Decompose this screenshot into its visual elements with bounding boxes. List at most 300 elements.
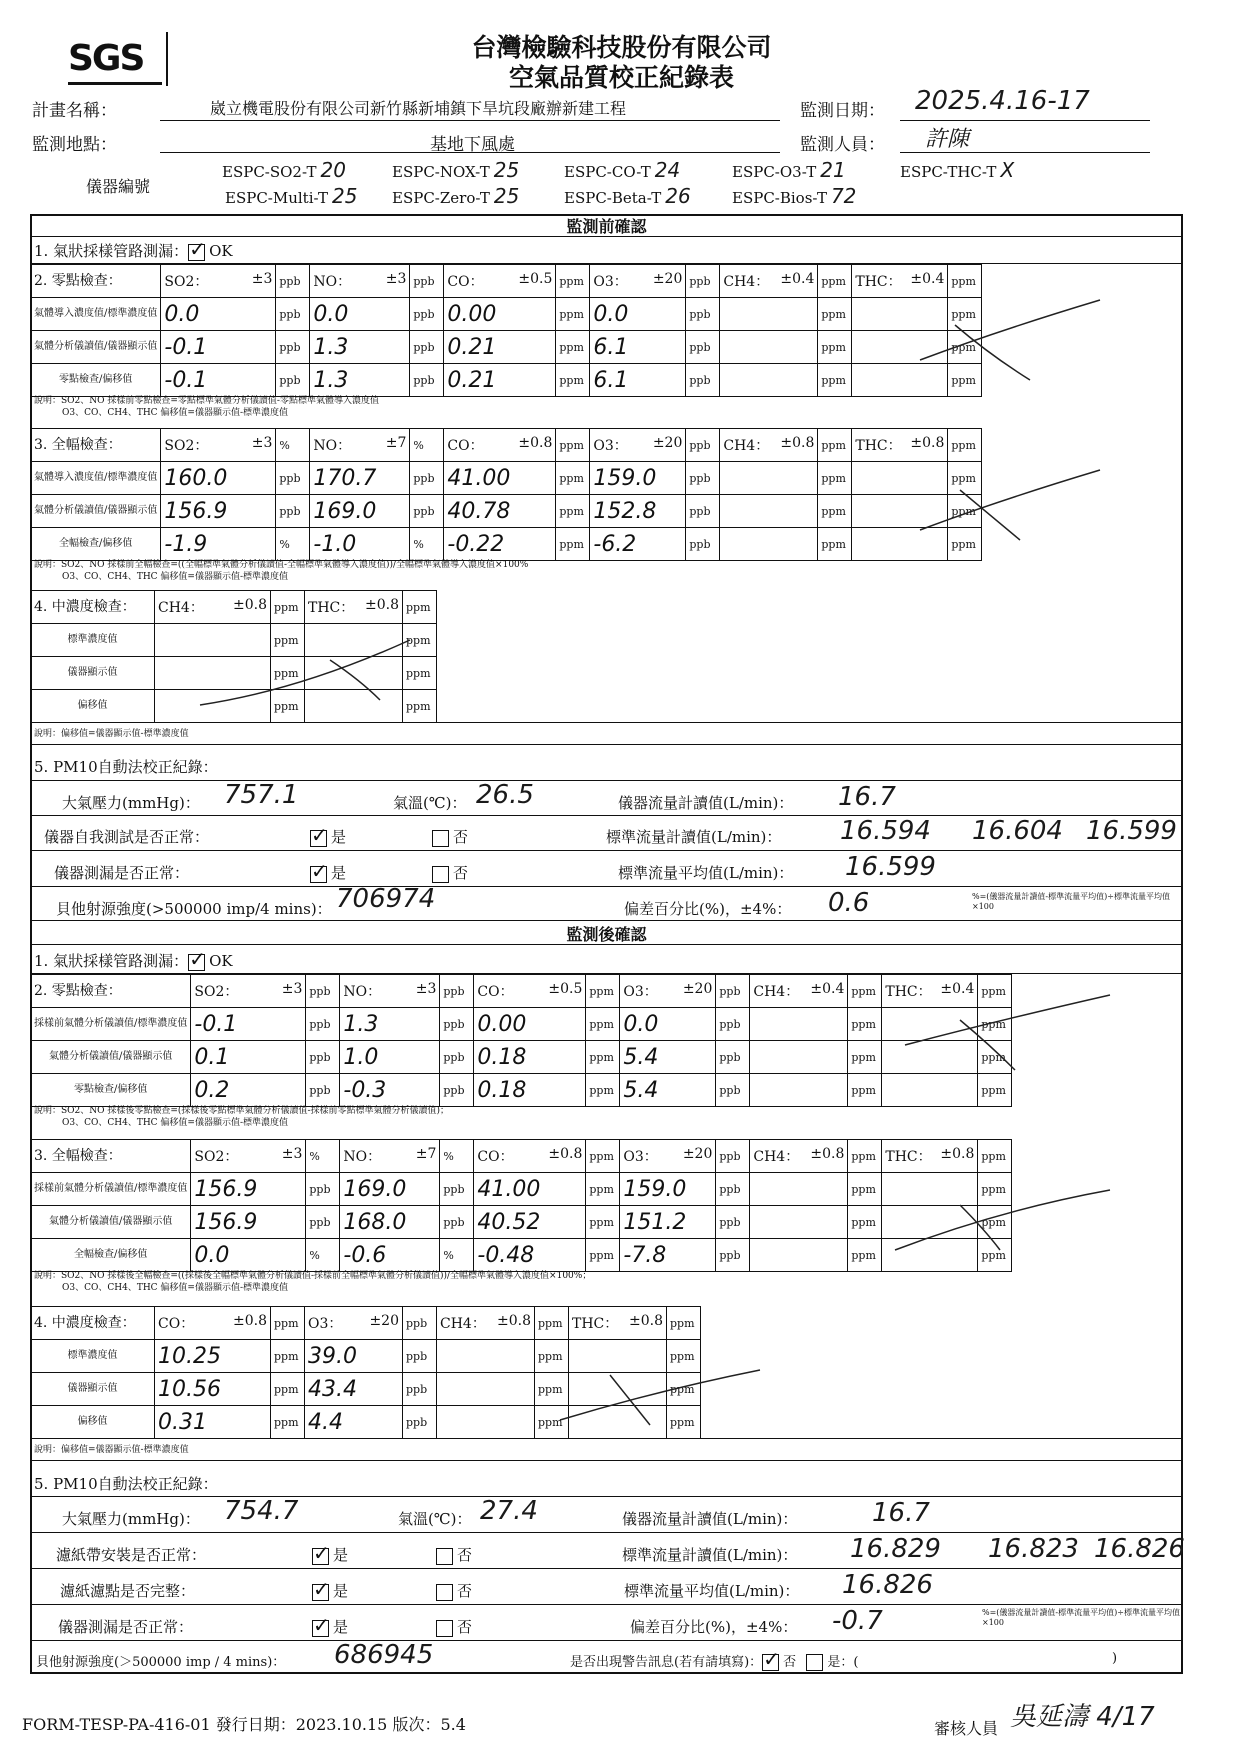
unit-cell: ppm [978, 1041, 1012, 1074]
pre-leak-row [34, 240, 233, 261]
table-row [31, 690, 437, 723]
post-std-avg: 16.826 [842, 1570, 933, 1600]
unit-cell: ppm [978, 1206, 1012, 1239]
pre-leak-ok: OK [209, 242, 233, 260]
tolerance: ±0.8 [548, 1146, 583, 1162]
value-cell [720, 528, 818, 561]
value-cell [305, 624, 403, 657]
tolerance: ±0.8 [810, 1146, 845, 1162]
pre-leak-checkbox[interactable] [188, 244, 205, 261]
unit-cell: ppb [306, 1008, 340, 1041]
post-zero-note2: O3、CO、CH4、THC 偏移值=儀器顯示值-標準濃度值 [62, 1118, 289, 1128]
unit-cell: ppm [818, 462, 852, 495]
value-cell: 4.4 [305, 1406, 403, 1439]
unit-cell: ppb [306, 1041, 340, 1074]
pollutant-name: SO2： [164, 274, 209, 290]
instrument-number: 25 [332, 184, 358, 208]
row-label: 採樣前氣體分析儀讀值/標準濃度值 [31, 1173, 191, 1206]
check-grid [30, 264, 982, 397]
column-unit: ppb [716, 1140, 750, 1173]
tolerance: ±3 [281, 981, 303, 997]
unit-cell: ppb [410, 364, 444, 397]
pre-pmleak-yes-checkbox[interactable] [310, 866, 327, 883]
form-code: FORM-TESP-PA-416-01 發行日期：2023.10.15 版次：5.4 [22, 1715, 466, 1734]
instrument-item [900, 158, 1014, 182]
unit-cell: ppm [848, 1008, 882, 1041]
value-cell: 152.8 [590, 495, 686, 528]
value-cell: 5.4 [620, 1074, 716, 1107]
value-cell: 0.00 [474, 1008, 586, 1041]
instrument-number: 26 [665, 184, 691, 208]
row-label: 偏移值 [31, 690, 155, 723]
instrument-code: ESPC-Zero-T [392, 189, 490, 207]
section-title: 3. 全幅檢查： [31, 429, 161, 462]
pre-std-avg: 16.599 [845, 852, 936, 882]
value-cell [750, 1074, 848, 1107]
post-filterok-yes-checkbox[interactable] [312, 1584, 329, 1601]
pre-pmleak-no-checkbox[interactable] [432, 866, 449, 883]
value-cell [437, 1406, 535, 1439]
post-check-title: 監測後確認 [30, 922, 1183, 945]
column-header [437, 1307, 535, 1340]
row-label: 氣體分析儀讀值/儀器顯示值 [31, 1041, 191, 1074]
unit-cell: ppm [271, 1340, 305, 1373]
value-cell [882, 1206, 978, 1239]
post-filter-yes-checkbox[interactable] [312, 1548, 329, 1565]
column-unit: ppm [818, 429, 852, 462]
instrument-number: 72 [830, 184, 857, 208]
pollutant-name: CO： [477, 984, 514, 1000]
post-pmleak-yes-checkbox[interactable] [312, 1620, 329, 1637]
post-filterok-no-checkbox[interactable] [436, 1584, 453, 1601]
pre-span-note1: 說明：SO2、NO 採樣前全幅檢查=((全幅標準氣體分析儀讀值-全幅標準氣體導入濃度值))/全幅標準氣體導入濃度值×100% [34, 560, 529, 570]
post-std-flow-1: 16.829 [850, 1534, 941, 1564]
row-label: 零點檢查/偏移值 [31, 364, 161, 397]
column-header [155, 1307, 271, 1340]
value-cell: 1.0 [340, 1041, 440, 1074]
post-std-avg-label: 標準流量平均值(L/min)： [624, 1582, 800, 1600]
tolerance: ±0.8 [518, 435, 553, 451]
unit-cell: ppb [403, 1373, 437, 1406]
value-cell [437, 1340, 535, 1373]
site-label: 監測地點： [32, 135, 117, 155]
value-cell: 41.00 [444, 462, 556, 495]
pre-mid-note: 說明：偏移值=儀器顯示值-標準濃度值 [34, 729, 189, 739]
value-cell [155, 690, 271, 723]
instrument-item [222, 158, 346, 182]
unit-cell: ppb [410, 462, 444, 495]
grid-header-row [31, 1307, 701, 1340]
column-header [161, 429, 276, 462]
column-header [155, 591, 271, 624]
grid-header-row [31, 265, 982, 298]
pre-pm-title: 5. PM10自動法校正紀錄： [34, 758, 218, 776]
value-cell: 0.0 [310, 298, 410, 331]
value-cell [155, 624, 271, 657]
section-title: 2. 零點檢查： [31, 975, 191, 1008]
pollutant-name: THC： [885, 1149, 932, 1165]
pollutant-name: CO： [158, 1316, 195, 1332]
post-filter-no-checkbox[interactable] [436, 1548, 453, 1565]
instrument-item [564, 158, 680, 182]
column-header [305, 1307, 403, 1340]
tolerance: ±0.4 [910, 271, 945, 287]
value-cell: -0.1 [161, 364, 276, 397]
tolerance: ±3 [281, 1146, 303, 1162]
check-grid [30, 590, 437, 723]
unit-cell: ppb [440, 1074, 474, 1107]
column-header [882, 975, 978, 1008]
column-unit: ppm [556, 429, 590, 462]
pre-zero-note1: 說明：SO2、NO 採樣前零點檢查=零點標準氣體分析儀讀值-零點標準氣體導入濃度值 [34, 396, 379, 406]
pre-selftest-yes-checkbox[interactable] [310, 830, 327, 847]
post-filter-no: 否 [436, 1544, 472, 1565]
column-header [852, 265, 948, 298]
column-unit: ppb [686, 429, 720, 462]
pre-std-flow-1: 16.594 [840, 816, 931, 846]
value-cell: 1.3 [310, 331, 410, 364]
value-cell: -0.48 [474, 1239, 586, 1272]
table-row [31, 298, 982, 331]
column-header [620, 975, 716, 1008]
column-unit: % [410, 429, 444, 462]
row-label: 儀器顯示值 [31, 1373, 155, 1406]
tolerance: ±20 [652, 271, 683, 287]
pre-flow: 16.7 [838, 782, 896, 812]
value-cell: 6.1 [590, 331, 686, 364]
table-row [31, 1406, 701, 1439]
unit-cell: ppm [818, 331, 852, 364]
unit-cell: ppb [440, 1041, 474, 1074]
value-cell [437, 1373, 535, 1406]
reviewer-sign: 吳延濤 4/17 [1010, 1702, 1155, 1732]
column-header [444, 265, 556, 298]
column-unit: ppm [403, 591, 437, 624]
column-unit: ppm [848, 975, 882, 1008]
row-label: 氣體分析儀讀值/儀器顯示值 [31, 495, 161, 528]
value-cell [852, 528, 948, 561]
column-header [620, 1140, 716, 1173]
form-title: 空氣品質校正紀錄表 [508, 63, 734, 92]
instrument-item [392, 158, 519, 182]
post-filter-ok-label: 濾紙濾點是否完整： [60, 1582, 196, 1600]
tolerance: ±20 [369, 1313, 399, 1329]
tolerance: ±0.4 [810, 981, 845, 997]
unit-cell: ppm [271, 1406, 305, 1439]
tolerance: ±0.4 [940, 981, 975, 997]
value-cell [750, 1173, 848, 1206]
tolerance: ±0.8 [365, 597, 399, 613]
pollutant-name: CH4： [723, 274, 770, 290]
column-unit: ppm [978, 975, 1012, 1008]
value-cell: 1.3 [310, 364, 410, 397]
unit-cell: ppm [586, 1206, 620, 1239]
value-cell: 156.9 [191, 1173, 306, 1206]
column-unit: ppm [848, 1140, 882, 1173]
tolerance: ±7 [415, 1146, 437, 1162]
tolerance: ±20 [652, 435, 683, 451]
column-unit: % [440, 1140, 474, 1173]
post-filter-yes: ✓ 是 [312, 1544, 348, 1565]
post-formula: %=(儀器流量計讀值-標準流量平均值)÷標準流量平均值×100 [982, 1608, 1180, 1627]
pre-temp-label: 氣溫(℃)： [393, 794, 467, 812]
grid-header-row [31, 1140, 1012, 1173]
post-filter-label: 濾紙帶安裝是否正常： [56, 1546, 207, 1564]
value-cell [750, 1206, 848, 1239]
column-header [191, 1140, 306, 1173]
pollutant-name: CH4： [158, 600, 204, 616]
unit-cell: ppm [586, 1008, 620, 1041]
column-header [852, 429, 948, 462]
value-cell [569, 1406, 667, 1439]
instrument-number: X [1000, 158, 1015, 182]
value-cell [720, 298, 818, 331]
table-row [31, 1008, 1012, 1041]
pollutant-name: CH4： [723, 438, 770, 454]
column-unit: ppm [948, 429, 982, 462]
tolerance: ±0.5 [548, 981, 583, 997]
value-cell: 156.9 [191, 1206, 306, 1239]
table-row [31, 1340, 701, 1373]
unit-cell: ppb [716, 1008, 750, 1041]
plan-name-label: 計畫名稱： [32, 101, 117, 121]
unit-cell: ppm [848, 1074, 882, 1107]
unit-cell: ppb [686, 495, 720, 528]
table-row [31, 495, 982, 528]
unit-cell: ppb [686, 298, 720, 331]
section-title: 3. 全幅檢查： [31, 1140, 191, 1173]
pollutant-name: CO： [477, 1149, 514, 1165]
unit-cell: ppm [403, 690, 437, 723]
post-pressure: 754.7 [224, 1496, 299, 1526]
value-cell [305, 657, 403, 690]
column-unit: ppb [276, 265, 310, 298]
post-temp: 27.4 [480, 1496, 538, 1526]
tolerance: ±0.4 [780, 271, 815, 287]
table-row [31, 1173, 1012, 1206]
grid-header-row [31, 975, 1012, 1008]
unit-cell: % [410, 528, 444, 561]
unit-cell: ppm [948, 462, 982, 495]
section-title: 2. 零點檢查： [31, 265, 161, 298]
section-title: 4. 中濃度檢查： [31, 591, 155, 624]
unit-cell: ppm [586, 1074, 620, 1107]
column-header [750, 975, 848, 1008]
pre-std-flow-2: 16.604 [972, 816, 1063, 846]
pre-beta: 706974 [336, 884, 436, 914]
grid-header-row [31, 429, 982, 462]
unit-cell: ppb [686, 331, 720, 364]
row-label: 標準濃度值 [31, 624, 155, 657]
table-row [31, 624, 437, 657]
pre-selftest-yes: ✓ 是 [310, 826, 346, 847]
value-cell [852, 495, 948, 528]
tolerance: ±0.8 [233, 597, 267, 613]
value-cell: 10.25 [155, 1340, 271, 1373]
instrument-number: 24 [654, 158, 681, 182]
tolerance: ±3 [415, 981, 437, 997]
tolerance: ±0.8 [780, 435, 815, 451]
value-cell [720, 462, 818, 495]
value-cell: 6.1 [590, 364, 686, 397]
value-cell: 0.0 [620, 1008, 716, 1041]
unit-cell: ppm [556, 495, 590, 528]
value-cell [882, 1173, 978, 1206]
instrument-code: ESPC-Multi-T [225, 189, 329, 207]
tolerance: ±20 [682, 981, 713, 997]
check-grid [30, 1306, 701, 1439]
pre-pressure: 757.1 [224, 780, 299, 810]
unit-cell: ppb [276, 364, 310, 397]
unit-cell: ppb [403, 1406, 437, 1439]
column-header [590, 265, 686, 298]
instrument-item [732, 184, 856, 208]
value-cell: 170.7 [310, 462, 410, 495]
row-label: 氣體導入濃度值/標準濃度值 [31, 462, 161, 495]
reviewer-label: 審核人員 [934, 1719, 999, 1738]
post-std-flow-label: 標準流量計讀值(L/min)： [622, 1546, 798, 1564]
unit-cell: ppm [948, 495, 982, 528]
column-header [882, 1140, 978, 1173]
value-cell [720, 495, 818, 528]
tolerance: ±0.8 [233, 1313, 267, 1329]
unit-cell: ppb [686, 528, 720, 561]
staff-label: 監測人員： [800, 135, 885, 155]
pre-beta-label: 貝他射源強度(>500000 imp/4 mins)： [56, 900, 332, 918]
value-cell: 5.4 [620, 1041, 716, 1074]
column-header [750, 1140, 848, 1173]
value-cell [882, 1074, 978, 1107]
post-warn-no-checkbox[interactable] [762, 1654, 779, 1671]
post-pmleak-no-checkbox[interactable] [436, 1620, 453, 1637]
pollutant-name: THC： [855, 274, 902, 290]
unit-cell: ppm [586, 1041, 620, 1074]
column-unit: ppm [667, 1307, 701, 1340]
column-unit: ppm [818, 265, 852, 298]
value-cell: 0.0 [161, 298, 276, 331]
post-leak-row [34, 950, 233, 971]
unit-cell: ppb [716, 1239, 750, 1272]
row-label: 氣體分析儀讀值/儀器顯示值 [31, 1206, 191, 1239]
post-warn-yes-checkbox[interactable] [806, 1654, 823, 1671]
table-row [31, 1074, 1012, 1107]
value-cell: 0.21 [444, 364, 556, 397]
instrument-label: 儀器編號 [86, 177, 151, 196]
unit-cell: ppm [271, 1373, 305, 1406]
column-unit: ppb [306, 975, 340, 1008]
pollutant-name: NO： [313, 274, 352, 290]
value-cell [882, 1008, 978, 1041]
value-cell: 160.0 [161, 462, 276, 495]
check-grid [30, 1139, 1012, 1272]
unit-cell: ppm [535, 1373, 569, 1406]
column-unit: ppm [271, 1307, 305, 1340]
pollutant-name: O3： [623, 1149, 658, 1165]
table-row [31, 1041, 1012, 1074]
unit-cell: ppm [978, 1008, 1012, 1041]
instrument-number: 25 [493, 184, 520, 208]
unit-cell: ppm [667, 1406, 701, 1439]
value-cell: -0.3 [340, 1074, 440, 1107]
unit-cell: ppb [410, 331, 444, 364]
pollutant-name: CO： [447, 438, 484, 454]
unit-cell: ppb [716, 1206, 750, 1239]
unit-cell: ppb [440, 1173, 474, 1206]
column-unit: ppb [686, 265, 720, 298]
pre-selftest-no-checkbox[interactable] [432, 830, 449, 847]
pre-check-title: 監測前確認 [30, 214, 1183, 237]
pollutant-name: O3： [623, 984, 658, 1000]
unit-cell: ppb [686, 462, 720, 495]
post-filterok-yes: ✓ 是 [312, 1580, 348, 1601]
column-unit: ppb [716, 975, 750, 1008]
unit-cell: ppm [667, 1373, 701, 1406]
unit-cell: ppb [306, 1074, 340, 1107]
row-label: 全幅檢查/偏移值 [31, 528, 161, 561]
post-std-flow-3: 16.826 [1094, 1534, 1185, 1564]
unit-cell: ppm [403, 624, 437, 657]
value-cell [750, 1008, 848, 1041]
pollutant-name: NO： [343, 984, 382, 1000]
pollutant-name: SO2： [194, 1149, 239, 1165]
value-cell: 0.1 [191, 1041, 306, 1074]
value-cell [852, 462, 948, 495]
pre-pressure-label: 大氣壓力(mmHg)： [62, 794, 200, 812]
staff-value: 許陳 [925, 127, 970, 152]
column-unit: ppm [978, 1140, 1012, 1173]
value-cell: -1.0 [310, 528, 410, 561]
pollutant-name: NO： [343, 1149, 382, 1165]
unit-cell: ppm [848, 1173, 882, 1206]
value-cell [720, 364, 818, 397]
value-cell: -0.1 [161, 331, 276, 364]
unit-cell: ppm [948, 364, 982, 397]
unit-cell: % [440, 1239, 474, 1272]
instrument-code: ESPC-NOX-T [392, 163, 490, 181]
column-header [474, 1140, 586, 1173]
unit-cell: % [306, 1239, 340, 1272]
tolerance: ±0.8 [910, 435, 945, 451]
pollutant-name: NO： [313, 438, 352, 454]
unit-cell: ppm [818, 528, 852, 561]
post-beta: 686945 [334, 1640, 434, 1670]
unit-cell: ppm [848, 1206, 882, 1239]
column-header [444, 429, 556, 462]
unit-cell: ppm [818, 495, 852, 528]
pollutant-name: THC： [308, 600, 355, 616]
pollutant-name: O3： [308, 1316, 343, 1332]
pre-leak-label: 1. 氣狀採樣管路測漏： [34, 242, 189, 260]
unit-cell: ppm [667, 1340, 701, 1373]
instrument-code: ESPC-Bios-T [732, 189, 827, 207]
pre-leak-ok-label: 儀器測漏是否正常： [54, 864, 190, 882]
value-cell: -0.6 [340, 1239, 440, 1272]
unit-cell: ppb [716, 1041, 750, 1074]
value-cell: 10.56 [155, 1373, 271, 1406]
post-flow-label: 儀器流量計讀值(L/min)： [622, 1510, 798, 1528]
value-cell [155, 657, 271, 690]
post-leak-checkbox[interactable] [188, 954, 205, 971]
unit-cell: ppm [948, 528, 982, 561]
plan-name: 崴立機電股份有限公司新竹縣新埔鎮下旱坑段廠辦新建工程 [210, 99, 627, 118]
instrument-number: 21 [820, 158, 846, 182]
tolerance: ±3 [251, 435, 273, 451]
unit-cell: ppm [403, 657, 437, 690]
post-flow: 16.7 [872, 1498, 930, 1528]
unit-cell: ppb [410, 298, 444, 331]
unit-cell: ppm [556, 298, 590, 331]
column-unit: ppm [586, 975, 620, 1008]
